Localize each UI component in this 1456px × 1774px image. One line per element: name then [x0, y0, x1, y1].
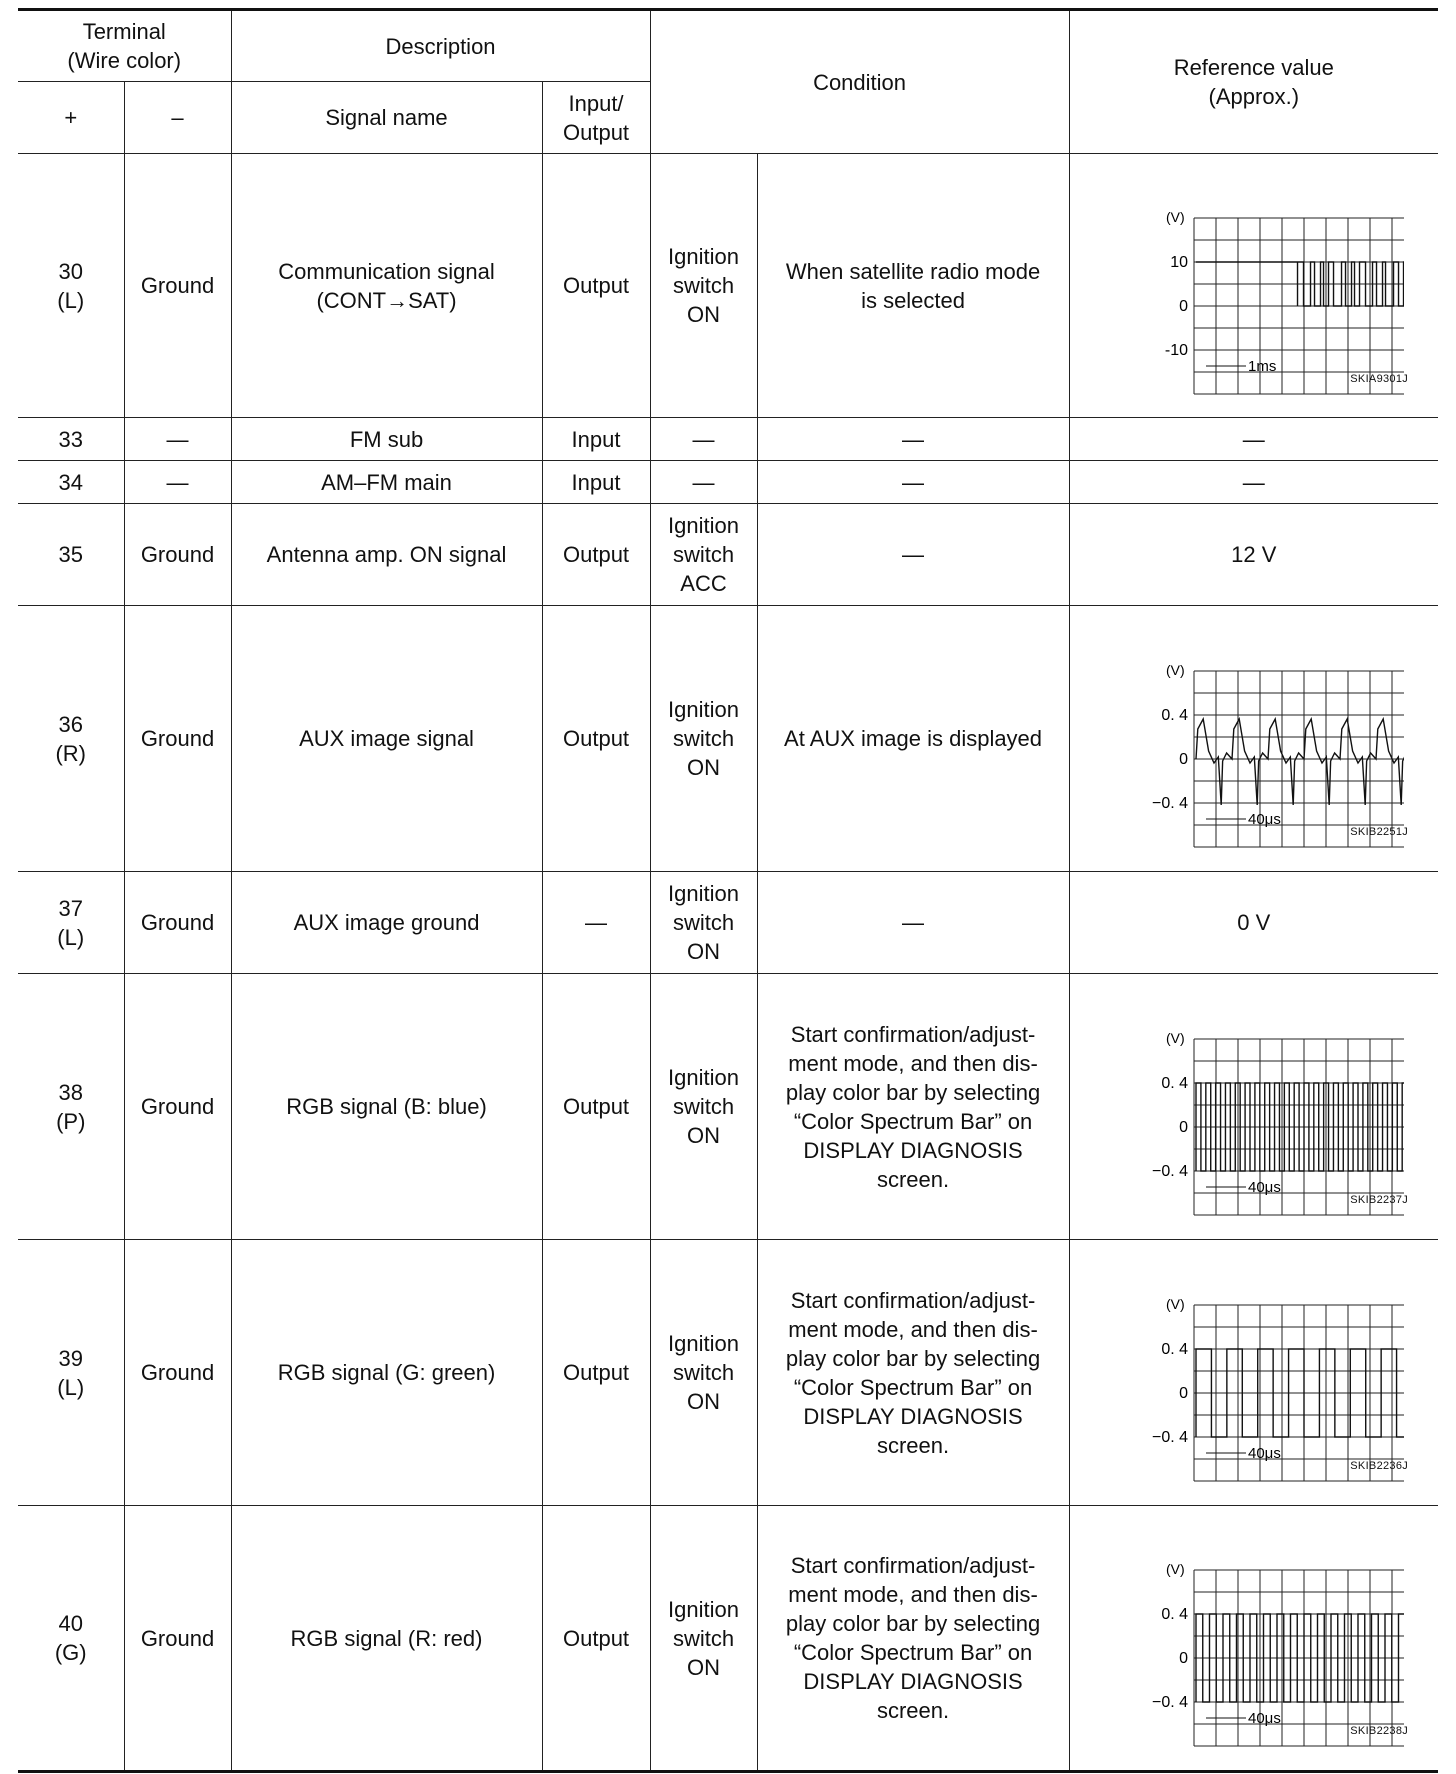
y-unit-label: (V)	[1165, 208, 1185, 225]
terminal-minus: Ground	[140, 273, 215, 298]
terminal-minus: Ground	[140, 910, 215, 935]
terminal-plus-cell	[18, 974, 124, 1240]
terminal-minus: Ground	[140, 1625, 215, 1651]
terminal-plus-cell	[18, 461, 124, 504]
y-tick-label: 0. 4	[1161, 1606, 1188, 1623]
table-row	[18, 1506, 1438, 1772]
condition-state-cell	[650, 461, 757, 504]
signal-name-cell	[231, 974, 542, 1240]
y-tick-label: 0	[1178, 1650, 1188, 1667]
terminal-minus: Ground	[140, 542, 215, 567]
figure-id-label: SKIA9301J	[1350, 372, 1409, 385]
plus-header	[18, 82, 124, 154]
input-output: Output	[563, 1625, 630, 1651]
condition-state: Ignition switch ACC	[668, 513, 739, 596]
condition-detail-cell	[757, 1240, 1069, 1506]
condition-detail-cell	[757, 461, 1069, 504]
condition-state-cell	[650, 1506, 757, 1772]
y-tick-label: 10	[1170, 253, 1188, 271]
reference-value: —	[1242, 426, 1265, 452]
table-row	[18, 461, 1438, 504]
input-output: Output	[563, 542, 630, 567]
input-output-cell	[542, 504, 650, 606]
terminal-header-text: Terminal (Wire color)	[67, 19, 182, 73]
input-output: Output	[563, 1094, 630, 1119]
y-tick-label: −0. 4	[1151, 1428, 1188, 1446]
waveform-figure	[1070, 1556, 1439, 1756]
terminal-minus: —	[166, 426, 189, 452]
condition-detail: At AUX image is displayed	[784, 726, 1043, 751]
y-tick-label: -10	[1164, 341, 1188, 359]
reference-value-cell	[1069, 504, 1438, 606]
terminal-minus-cell	[124, 872, 231, 974]
signal-name-header-text: Signal name	[325, 105, 448, 130]
condition-state: Ignition switch ON	[668, 1596, 739, 1680]
signal-name-cell	[231, 1240, 542, 1506]
signal-name-cell	[231, 872, 542, 974]
input-output-cell	[542, 461, 650, 504]
y-tick-label: −0. 4	[1151, 794, 1188, 812]
time-scale-label: 40μs	[1247, 1710, 1281, 1727]
y-unit-label: (V)	[1165, 1295, 1185, 1312]
condition-state: Ignition switch ON	[668, 1331, 739, 1414]
input-output: Output	[563, 726, 630, 751]
condition-detail-cell	[757, 1506, 1069, 1772]
table-row	[18, 606, 1438, 872]
condition-detail-cell	[757, 606, 1069, 872]
signal-name-header	[231, 82, 542, 154]
signal-name: RGB signal (R: red)	[290, 1625, 483, 1651]
input-output-cell	[542, 872, 650, 974]
signal-name-cell	[231, 154, 542, 418]
signal-name-cell	[231, 504, 542, 606]
time-scale-label: 40μs	[1247, 1178, 1281, 1196]
table-row	[18, 418, 1438, 461]
signal-name: AUX image signal	[299, 726, 474, 751]
condition-detail: —	[902, 469, 925, 495]
figure-id-label: SKIB2238J	[1350, 1725, 1409, 1737]
y-tick-label: 0	[1178, 750, 1188, 768]
y-unit-label: (V)	[1165, 1029, 1185, 1046]
terminal-spec-table	[18, 8, 1438, 1773]
figure-id-label: SKIB2236J	[1350, 1459, 1409, 1472]
condition-header	[650, 10, 1069, 154]
terminal-plus-cell	[18, 872, 124, 974]
input-output-cell	[542, 1506, 650, 1772]
condition-detail: —	[902, 542, 925, 567]
time-scale-label: 40μs	[1247, 1444, 1281, 1462]
condition-state-cell	[650, 872, 757, 974]
condition-state-cell	[650, 1240, 757, 1506]
y-unit-label: (V)	[1165, 661, 1185, 678]
signal-name: Antenna amp. ON signal	[266, 542, 507, 567]
reference-value: 12 V	[1231, 542, 1277, 567]
terminal-plus-cell	[18, 418, 124, 461]
signal-name: RGB signal (B: blue)	[286, 1094, 487, 1119]
reference-value: 0 V	[1237, 910, 1271, 935]
input-output: —	[585, 910, 608, 935]
terminal-plus: 34	[58, 469, 83, 495]
reference-value-cell	[1069, 1506, 1438, 1772]
table-row	[18, 872, 1438, 974]
condition-state: Ignition switch ON	[668, 881, 739, 964]
reference-header-text: Reference value (Approx.)	[1173, 55, 1334, 109]
minus-header-text: –	[171, 105, 184, 130]
input-output-header	[542, 82, 650, 154]
input-output: Input	[571, 469, 621, 495]
waveform-trace	[1196, 719, 1404, 805]
y-tick-label: 0. 4	[1161, 1340, 1188, 1358]
terminal-plus-cell	[18, 606, 124, 872]
condition-state-cell	[650, 154, 757, 418]
terminal-plus: 38 (P)	[56, 1079, 86, 1134]
input-output: Output	[563, 273, 630, 298]
table-body	[18, 154, 1438, 1772]
terminal-plus-cell	[18, 1240, 124, 1506]
terminal-minus: Ground	[140, 1360, 215, 1385]
signal-name: AUX image ground	[293, 910, 480, 935]
condition-state: —	[692, 469, 715, 495]
terminal-plus-cell	[18, 154, 124, 418]
input-output-header-text: Input/ Output	[563, 90, 630, 145]
input-output: Input	[571, 426, 621, 452]
condition-state-cell	[650, 974, 757, 1240]
minus-header	[124, 82, 231, 154]
reference-value-cell	[1069, 154, 1438, 418]
terminal-plus: 37 (L)	[57, 895, 85, 950]
terminal-plus-cell	[18, 1506, 124, 1772]
input-output-cell	[542, 154, 650, 418]
condition-detail-cell	[757, 154, 1069, 418]
table-row	[18, 1240, 1438, 1506]
signal-name-cell	[231, 1506, 542, 1772]
input-output-cell	[542, 418, 650, 461]
signal-name: FM sub	[349, 426, 424, 452]
y-tick-label: 0	[1178, 1118, 1188, 1136]
terminal-minus: —	[166, 469, 189, 495]
input-output: Output	[563, 1360, 630, 1385]
terminal-plus: 35	[58, 542, 83, 567]
terminal-minus: Ground	[140, 726, 215, 751]
waveform-figure	[1070, 204, 1439, 404]
signal-name: RGB signal (G: green)	[277, 1360, 496, 1385]
condition-header-text: Condition	[813, 69, 907, 95]
terminal-minus-cell	[124, 974, 231, 1240]
reference-header	[1069, 10, 1438, 154]
y-unit-label: (V)	[1165, 1561, 1185, 1577]
figure-id-label: SKIB2251J	[1350, 825, 1409, 838]
condition-detail: When satellite radio mode is selected	[785, 258, 1041, 313]
signal-name-cell	[231, 461, 542, 504]
terminal-plus: 30 (L)	[57, 258, 85, 313]
terminal-minus-cell	[124, 606, 231, 872]
terminal-header	[18, 10, 231, 82]
y-tick-label: 0. 4	[1161, 1074, 1188, 1092]
condition-detail: —	[902, 910, 925, 935]
terminal-minus-cell	[124, 504, 231, 606]
y-tick-label: 0	[1178, 1384, 1188, 1402]
plus-header-text: +	[64, 105, 78, 130]
reference-value-cell	[1069, 1240, 1438, 1506]
waveform-figure	[1070, 657, 1439, 857]
table-row	[18, 154, 1438, 418]
figure-id-label: SKIB2237J	[1350, 1193, 1409, 1206]
signal-name: AM–FM main	[321, 469, 452, 495]
terminal-minus-cell	[124, 1240, 231, 1506]
reference-value-cell	[1069, 872, 1438, 974]
terminal-minus-cell	[124, 1506, 231, 1772]
time-scale-label: 1ms	[1247, 357, 1277, 375]
terminal-minus-cell	[124, 154, 231, 418]
condition-state: Ignition switch ON	[668, 697, 739, 780]
terminal-plus: 36 (R)	[55, 711, 87, 766]
condition-detail-cell	[757, 504, 1069, 606]
reference-value-cell	[1069, 461, 1438, 504]
reference-value-cell	[1069, 974, 1438, 1240]
condition-state: Ignition switch ON	[668, 244, 739, 327]
condition-detail: Start confirmation/adjust- ment mode, and then dis- play color bar by selecting “Color Spectrum Bar” on DISPLAY DIAGNOSIS screen.	[785, 1287, 1041, 1458]
condition-detail: Start confirmation/adjust- ment mode, and then dis- play color bar by selecting “Color Spectrum Bar” on DISPLAY DIAGNOSIS screen.	[785, 1553, 1041, 1723]
condition-state-cell	[650, 504, 757, 606]
terminal-plus: 39 (L)	[57, 1345, 85, 1400]
terminal-plus: 33	[58, 426, 83, 452]
input-output-cell	[542, 974, 650, 1240]
y-tick-label: 0. 4	[1161, 706, 1188, 724]
condition-detail-cell	[757, 974, 1069, 1240]
terminal-plus-cell	[18, 504, 124, 606]
terminal-minus-cell	[124, 418, 231, 461]
time-scale-label: 40μs	[1247, 810, 1281, 828]
condition-state: Ignition switch ON	[668, 1065, 739, 1148]
condition-state-cell	[650, 418, 757, 461]
waveform-figure	[1070, 1025, 1439, 1225]
table-row	[18, 974, 1438, 1240]
table-row	[18, 504, 1438, 606]
terminal-minus: Ground	[140, 1094, 215, 1119]
condition-detail: Start confirmation/adjust- ment mode, and then dis- play color bar by selecting “Color Spectrum Bar” on DISPLAY DIAGNOSIS screen.	[785, 1021, 1041, 1192]
reference-value: —	[1242, 469, 1265, 495]
condition-detail-cell	[757, 872, 1069, 974]
condition-detail: —	[902, 426, 925, 452]
condition-state: —	[692, 426, 715, 452]
y-tick-label: −0. 4	[1151, 1694, 1188, 1711]
reference-value-cell	[1069, 418, 1438, 461]
signal-name-cell	[231, 418, 542, 461]
reference-value-cell	[1069, 606, 1438, 872]
description-header-text: Description	[385, 33, 496, 59]
y-tick-label: −0. 4	[1151, 1162, 1188, 1180]
terminal-plus: 40 (G)	[54, 1611, 87, 1665]
description-header	[231, 10, 650, 82]
condition-detail-cell	[757, 418, 1069, 461]
signal-name-cell	[231, 606, 542, 872]
condition-state-cell	[650, 606, 757, 872]
y-tick-label: 0	[1178, 297, 1188, 315]
input-output-cell	[542, 1240, 650, 1506]
signal-name: Communication signal (CONT→SAT)	[278, 258, 495, 313]
input-output-cell	[542, 606, 650, 872]
waveform-figure	[1070, 1291, 1439, 1491]
terminal-minus-cell	[124, 461, 231, 504]
